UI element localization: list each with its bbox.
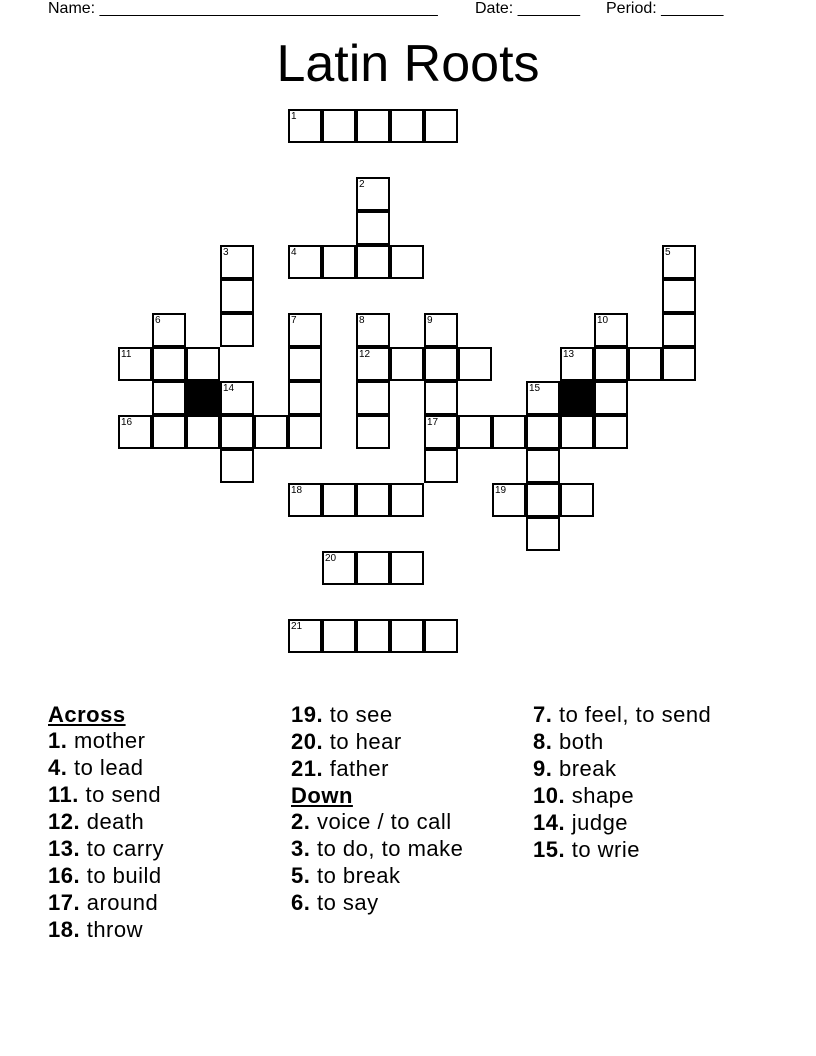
clue-number: 18	[291, 485, 303, 496]
clue-number: 17	[427, 417, 439, 428]
clue-item-number: 21.	[291, 756, 324, 781]
grid-cell[interactable]	[322, 551, 356, 585]
clue-item-text: to send	[78, 782, 162, 807]
clue-item-text: around	[80, 890, 159, 915]
grid-cell[interactable]	[458, 415, 492, 449]
clue-item-text: throw	[80, 917, 144, 942]
grid-cell[interactable]	[288, 313, 322, 347]
clue-item	[48, 917, 248, 943]
clue-item-number: 11.	[48, 782, 79, 807]
clue-item-number: 2.	[291, 809, 311, 834]
clue-number: 8	[359, 315, 365, 326]
grid-cell[interactable]	[152, 381, 186, 415]
grid-cell[interactable]	[186, 347, 220, 381]
clue-item-text: to feel, to send	[552, 702, 712, 727]
grid-cell[interactable]	[424, 449, 458, 483]
grid-cell[interactable]	[356, 381, 390, 415]
clue-number: 11	[121, 349, 132, 360]
grid-cell[interactable]	[118, 415, 152, 449]
clue-number: 16	[121, 417, 133, 428]
grid-cell[interactable]	[594, 347, 628, 381]
clue-item	[48, 755, 248, 781]
grid-cell[interactable]	[288, 415, 322, 449]
grid-cell[interactable]	[390, 109, 424, 143]
clue-item	[291, 729, 491, 755]
grid-cell[interactable]	[390, 483, 424, 517]
across-heading: Across	[48, 702, 126, 727]
grid-cell[interactable]	[526, 517, 560, 551]
grid-cell[interactable]	[594, 415, 628, 449]
grid-cell[interactable]	[288, 381, 322, 415]
clue-item-number: 13.	[48, 836, 81, 861]
clue-number: 14	[223, 383, 235, 394]
grid-cell[interactable]	[424, 313, 458, 347]
grid-cell[interactable]	[560, 415, 594, 449]
clue-item-text: father	[323, 756, 389, 781]
clue-item-text: to break	[310, 863, 401, 888]
clue-item-number: 20.	[291, 729, 324, 754]
clue-item	[48, 863, 248, 889]
grid-cell[interactable]	[526, 381, 560, 415]
clue-item-number: 10.	[533, 783, 566, 808]
black-cell	[186, 381, 220, 415]
clue-item-number: 4.	[48, 755, 68, 780]
grid-cell[interactable]	[220, 415, 254, 449]
grid-cell[interactable]	[220, 245, 254, 279]
down-heading: Down	[291, 783, 353, 808]
clue-item-number: 18.	[48, 917, 81, 942]
grid-cell[interactable]	[390, 245, 424, 279]
grid-cell[interactable]	[322, 245, 356, 279]
grid-cell[interactable]	[288, 483, 322, 517]
grid-cell[interactable]	[356, 177, 390, 211]
grid-cell[interactable]	[288, 347, 322, 381]
clue-item	[291, 836, 491, 862]
grid-cell[interactable]	[152, 313, 186, 347]
clue-item-number: 9.	[533, 756, 553, 781]
clue-item-number: 14.	[533, 810, 566, 835]
grid-cell[interactable]	[424, 109, 458, 143]
grid-cell[interactable]	[662, 347, 696, 381]
grid-cell[interactable]	[390, 619, 424, 653]
grid-cell[interactable]	[288, 245, 322, 279]
clue-item	[291, 890, 491, 916]
grid-cell[interactable]	[594, 313, 628, 347]
grid-cell[interactable]	[288, 109, 322, 143]
grid-cell[interactable]	[390, 347, 424, 381]
grid-cell[interactable]	[628, 347, 662, 381]
clue-item-text: to carry	[80, 836, 165, 861]
grid-cell[interactable]	[322, 483, 356, 517]
clue-number: 10	[597, 315, 609, 326]
clue-item-number: 5.	[291, 863, 311, 888]
clue-item-text: shape	[565, 783, 635, 808]
grid-cell[interactable]	[662, 279, 696, 313]
clue-item	[291, 863, 491, 889]
grid-cell[interactable]	[424, 347, 458, 381]
black-cell	[560, 381, 594, 415]
clue-item	[533, 729, 733, 755]
grid-cell[interactable]	[356, 211, 390, 245]
grid-cell[interactable]	[662, 313, 696, 347]
clue-number: 12	[359, 349, 371, 360]
grid-cell[interactable]	[560, 483, 594, 517]
clue-item-text: to wrie	[565, 837, 641, 862]
grid-cell[interactable]	[560, 347, 594, 381]
grid-cell[interactable]	[526, 449, 560, 483]
grid-cell[interactable]	[390, 551, 424, 585]
grid-cell[interactable]	[492, 483, 526, 517]
clue-item	[533, 756, 733, 782]
grid-cell[interactable]	[118, 347, 152, 381]
grid-cell[interactable]	[662, 245, 696, 279]
date-field-label[interactable]: Date: _______	[475, 0, 580, 17]
period-field-label[interactable]: Period: _______	[606, 0, 724, 17]
clue-item-text: judge	[565, 810, 629, 835]
clue-number: 13	[563, 349, 575, 360]
clue-item	[533, 783, 733, 809]
grid-cell[interactable]	[220, 313, 254, 347]
clue-item-number: 6.	[291, 890, 311, 915]
clue-item	[533, 810, 733, 836]
clue-number: 15	[529, 383, 541, 394]
grid-cell[interactable]	[594, 381, 628, 415]
grid-cell[interactable]	[356, 619, 390, 653]
clue-item-text: to lead	[67, 755, 144, 780]
grid-cell[interactable]	[526, 483, 560, 517]
grid-cell[interactable]	[220, 381, 254, 415]
clue-item-text: to say	[310, 890, 379, 915]
clue-item-text: voice / to call	[310, 809, 452, 834]
grid-cell[interactable]	[322, 619, 356, 653]
clue-number: 20	[325, 553, 337, 564]
clue-item-number: 17.	[48, 890, 81, 915]
clue-number: 4	[291, 247, 297, 258]
grid-cell[interactable]	[356, 245, 390, 279]
clue-item-number: 19.	[291, 702, 324, 727]
clue-item	[291, 756, 491, 782]
clue-item-text: to hear	[323, 729, 402, 754]
grid-cell[interactable]	[356, 483, 390, 517]
clue-item-number: 8.	[533, 729, 553, 754]
clue-item	[533, 837, 733, 863]
clue-number: 2	[359, 179, 365, 190]
grid-cell[interactable]	[322, 109, 356, 143]
clue-item	[48, 890, 248, 916]
grid-cell[interactable]	[356, 551, 390, 585]
grid-cell[interactable]	[492, 415, 526, 449]
clue-item-text: mother	[67, 728, 146, 753]
clue-number: 6	[155, 315, 161, 326]
grid-cell[interactable]	[424, 381, 458, 415]
clue-number: 9	[427, 315, 433, 326]
clue-item-number: 12.	[48, 809, 81, 834]
clue-item	[48, 809, 248, 835]
grid-cell[interactable]	[526, 415, 560, 449]
clue-column-2	[291, 702, 491, 917]
clue-item	[291, 809, 491, 835]
page-title: Latin Roots	[276, 35, 540, 93]
clue-number: 1	[291, 111, 297, 122]
clue-item-number: 3.	[291, 836, 311, 861]
clue-item-number: 1.	[48, 728, 68, 753]
grid-cell[interactable]	[220, 279, 254, 313]
clue-number: 3	[223, 247, 229, 258]
clue-number: 19	[495, 485, 507, 496]
name-field-label[interactable]: Name: ______________________________________	[48, 0, 438, 17]
grid-cell[interactable]	[254, 415, 288, 449]
clue-item-text: to see	[323, 702, 393, 727]
grid-cell[interactable]	[288, 619, 322, 653]
clue-item-text: death	[80, 809, 145, 834]
clue-item-text: to build	[80, 863, 162, 888]
clue-item	[48, 836, 248, 862]
grid-cell[interactable]	[152, 415, 186, 449]
clue-item-text: to do, to make	[310, 836, 464, 861]
grid-cell[interactable]	[186, 415, 220, 449]
clue-item	[533, 702, 733, 728]
grid-cell[interactable]	[424, 415, 458, 449]
clue-item-number: 15.	[533, 837, 566, 862]
clue-item	[291, 702, 491, 728]
grid-cell[interactable]	[424, 619, 458, 653]
clue-item-number: 16.	[48, 863, 81, 888]
grid-cell[interactable]	[220, 449, 254, 483]
clue-item-text: both	[552, 729, 604, 754]
clue-number: 21	[291, 621, 303, 632]
clue-number: 5	[665, 247, 671, 258]
grid-cell[interactable]	[356, 347, 390, 381]
clue-item-text: break	[552, 756, 617, 781]
grid-cell[interactable]	[356, 313, 390, 347]
clue-column-3	[533, 702, 733, 864]
grid-cell[interactable]	[152, 347, 186, 381]
clue-column-1	[48, 702, 248, 944]
clue-item	[48, 728, 248, 754]
grid-cell[interactable]	[458, 347, 492, 381]
clue-item-number: 7.	[533, 702, 553, 727]
clue-item	[48, 782, 248, 808]
grid-cell[interactable]	[356, 415, 390, 449]
clue-number: 7	[291, 315, 297, 326]
grid-cell[interactable]	[356, 109, 390, 143]
